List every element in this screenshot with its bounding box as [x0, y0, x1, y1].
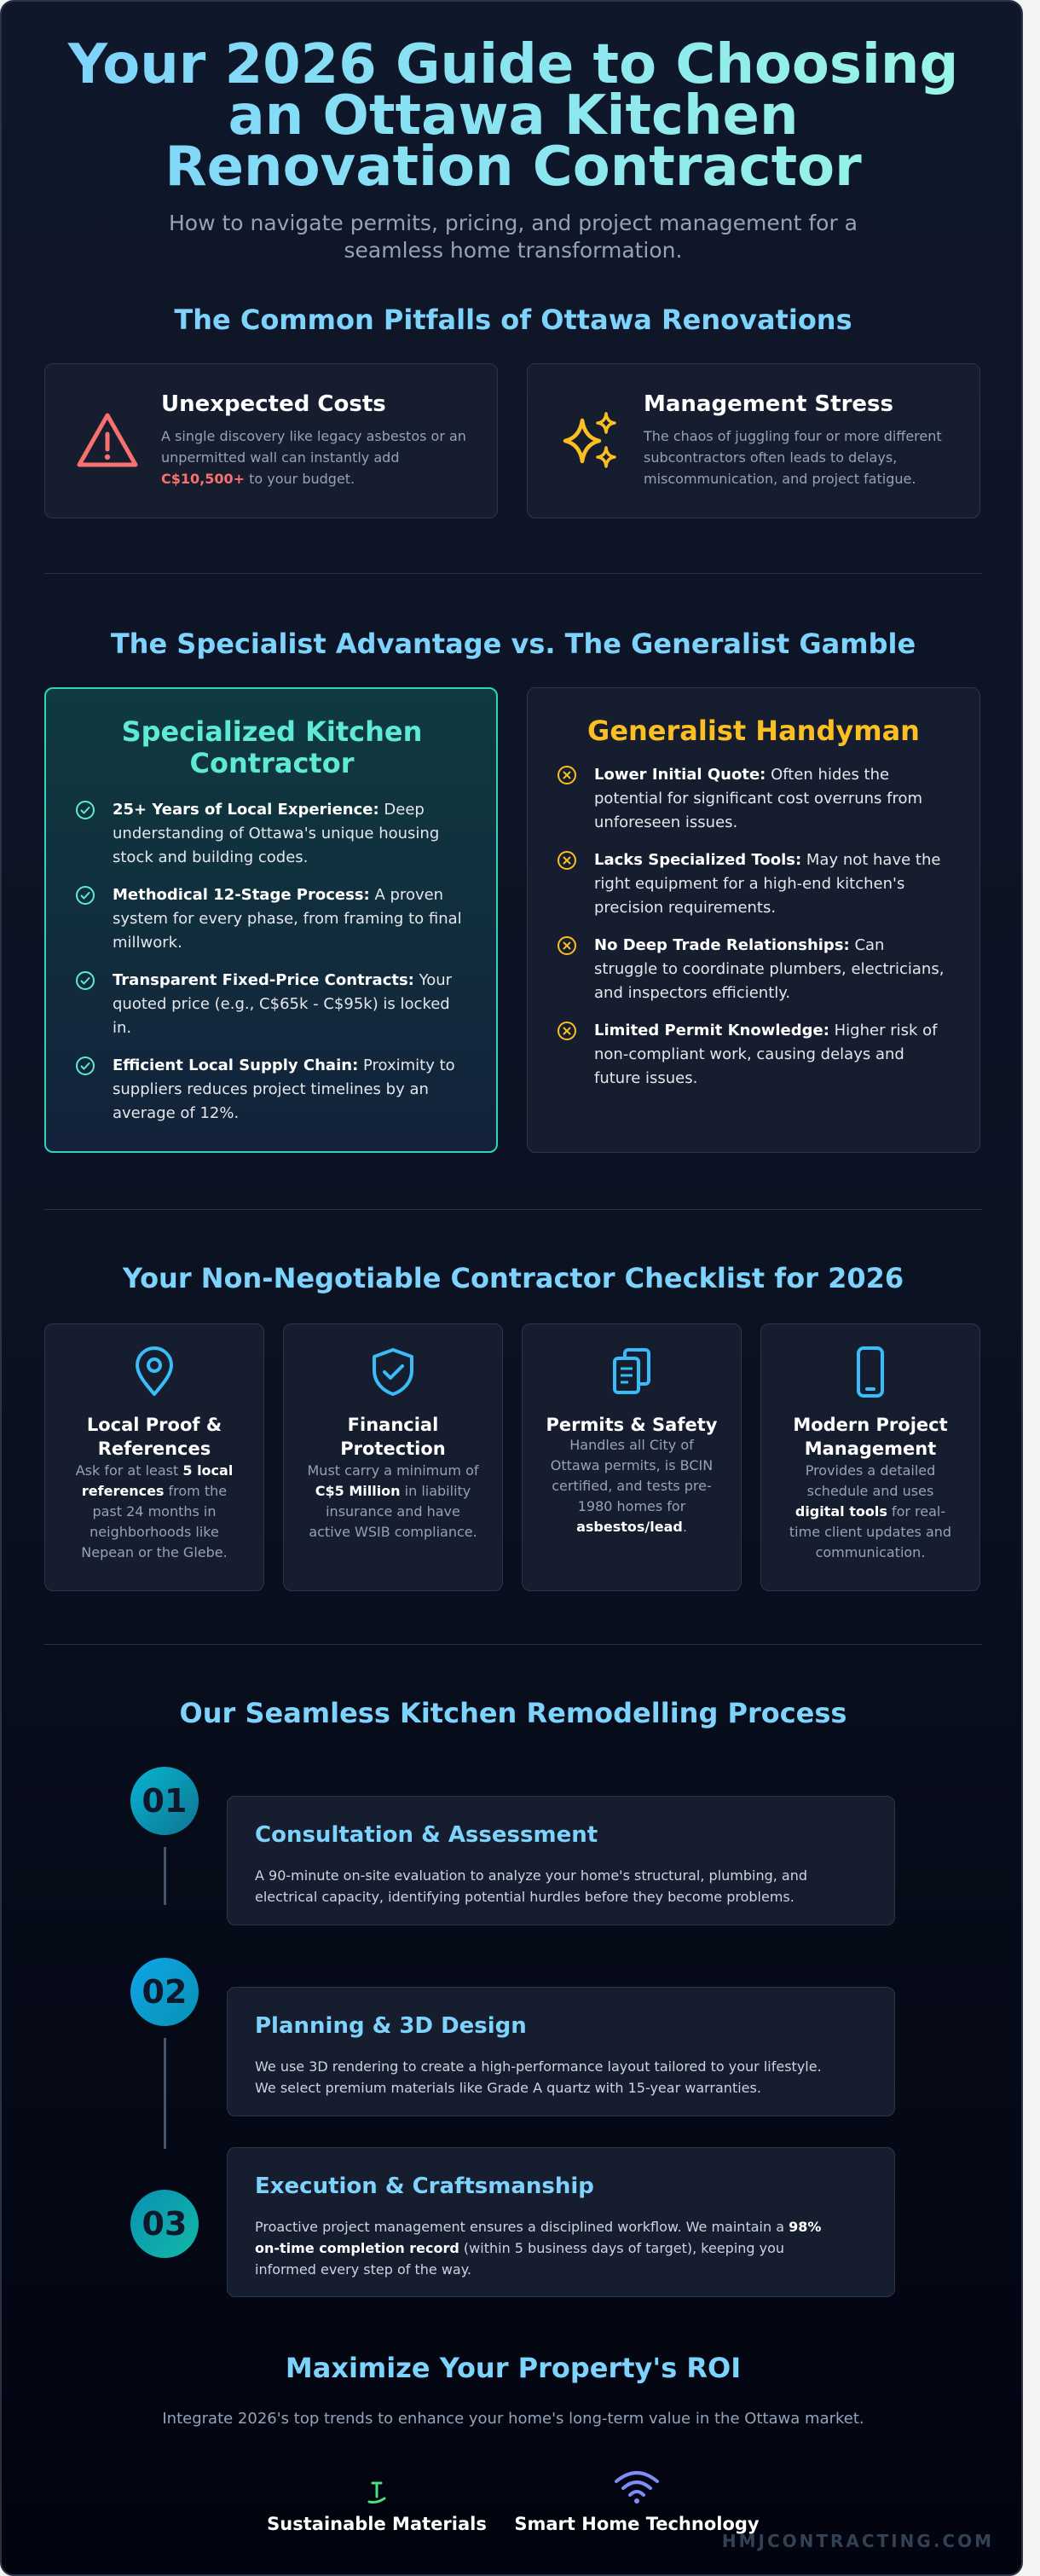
process-step-description: We use 3D rendering to create a high-performance layout tailored to your lifestyle. We select premium materials like Grade A quartz with 15-year warranties. — [255, 2058, 822, 2096]
shield-check-icon — [284, 1345, 502, 1399]
pitfalls-section-title: The Common Pitfalls of Ottawa Renovations — [174, 304, 852, 336]
process-step-description: Proactive project management ensures a disciplined workflow. We maintain a 98% on-time completion record (within 5 business days of target), keeping you informed every step of the way. — [255, 2219, 822, 2278]
process-step-title: Execution & Craftsmanship — [255, 2174, 594, 2199]
section-divider — [44, 1644, 982, 1645]
x-circle-icon — [557, 1021, 577, 1041]
pitfall-title: Unexpected Costs — [161, 391, 386, 417]
timeline-connector — [164, 1847, 166, 1905]
process-step-card — [227, 1796, 895, 1925]
roi-item-sustainable — [257, 2466, 496, 2534]
warning-triangle-icon — [74, 407, 141, 473]
roi-item-label: Smart Home Technology — [514, 2514, 760, 2534]
process-step-title: Planning & 3D Design — [255, 2013, 527, 2039]
map-pin-icon — [45, 1345, 263, 1399]
compare-section-title: The Specialist Advantage vs. The Generalist Gamble — [110, 628, 916, 660]
x-circle-icon — [557, 935, 577, 956]
specialist-title: Specialized Kitchen Contractor — [121, 715, 423, 779]
compare-item-text: Transparent Fixed-Price Contracts: Your quoted price (e.g., C$65k - C$95k) is locked in. — [113, 971, 453, 1037]
checklist-card-title: Local Proof & References — [86, 1415, 222, 1459]
compare-item-text: Methodical 12-Stage Process: A proven system for every phase, from framing to final millwork. — [113, 886, 462, 952]
roi-item-label: Sustainable Materials — [267, 2514, 487, 2534]
compare-item-text: 25+ Years of Local Experience: Deep understanding of Ottawa's unique housing stock and building codes. — [113, 801, 440, 866]
generalist-title: Generalist Handyman — [587, 715, 920, 747]
compare-item-text: Lower Initial Quote: Often hides the potential for significant cost overruns from unforeseen issues. — [594, 766, 923, 831]
checklist-card-description: Must carry a minimum of C$5 Million in liability insurance and have active WSIB compliance. — [307, 1462, 479, 1540]
clipboard-icon — [523, 1345, 741, 1399]
sparkles-icon — [557, 407, 623, 473]
leaf-icon — [364, 2480, 390, 2505]
checklist-card-title: Financial Protection — [340, 1415, 446, 1459]
wifi-icon — [613, 2469, 661, 2505]
roi-section-title: Maximize Your Property's ROI — [285, 2352, 742, 2384]
check-circle-icon — [75, 970, 95, 991]
process-step-card — [227, 1987, 895, 2116]
checklist-card-title: Permits & Safety — [546, 1415, 718, 1435]
checklist-card-title: Modern Project Management — [793, 1415, 948, 1459]
step-number-badge: 01 — [130, 1767, 199, 1835]
section-divider — [44, 573, 982, 574]
step-number-badge: 03 — [130, 2190, 199, 2258]
check-circle-icon — [75, 885, 95, 906]
checklist-card — [44, 1323, 264, 1591]
page-subtitle: How to navigate permits, pricing, and project management for a seamless home transformation. — [168, 211, 858, 263]
check-circle-icon — [75, 1056, 95, 1076]
process-step-card — [227, 2147, 895, 2297]
compare-item-text: No Deep Trade Relationships: Can struggle to coordinate plumbers, electricians, and inspectors efficiently. — [594, 936, 945, 1002]
checklist-card-description: Ask for at least 5 local references from the past 24 months in neighborhoods like Nepean or the Glebe. — [75, 1462, 234, 1560]
x-circle-icon — [557, 765, 577, 785]
process-step-description: A 90-minute on-site evaluation to analyze your home's structural, plumbing, and electrical capacity, identifying potential hurdles before they become problems. — [255, 1867, 808, 1905]
generalist-card — [527, 687, 980, 1153]
process-section-title: Our Seamless Kitchen Remodelling Process — [179, 1697, 847, 1729]
pitfall-description: The chaos of juggling four or more different subcontractors often leads to delays, miscommunication, and project fatigue. — [644, 428, 942, 487]
checklist-card — [283, 1323, 503, 1591]
compare-item-text: Efficient Local Supply Chain: Proximity to suppliers reduces project timelines by an average of 12%. — [113, 1056, 455, 1122]
pitfall-title: Management Stress — [644, 391, 893, 417]
checklist-section-title: Your Non-Negotiable Contractor Checklist for 2026 — [122, 1262, 904, 1294]
roi-item-smart-home — [513, 2466, 760, 2534]
compare-item-text: Limited Permit Knowledge: Higher risk of non-compliant work, causing delays and future issues. — [594, 1022, 938, 1087]
check-circle-icon — [75, 800, 95, 820]
section-divider — [44, 1209, 982, 1210]
step-number-badge: 02 — [130, 1958, 199, 2026]
pitfall-description: A single discovery like legacy asbestos or an unpermitted wall can instantly add C$10,500+ to your budget. — [161, 428, 466, 487]
checklist-card — [522, 1323, 742, 1591]
checklist-card — [760, 1323, 980, 1591]
checklist-card-description: Handles all City of Ottawa permits, is BCIN certified, and tests pre-1980 homes for asbestos/lead. — [550, 1437, 714, 1535]
brand-watermark: HMJCONTRACTING.COM — [721, 2531, 994, 2551]
roi-subtitle: Integrate 2026's top trends to enhance your home's long-term value in the Ottawa market. — [162, 2410, 864, 2428]
process-step-title: Consultation & Assessment — [255, 1822, 598, 1848]
page-title: Your 2026 Guide to Choosing an Ottawa Kitchen Renovation Contractor — [53, 39, 974, 193]
specialist-card — [44, 687, 498, 1153]
timeline-connector — [164, 2038, 166, 2149]
checklist-card-description: Provides a detailed schedule and uses digital tools for real-time client updates and communication. — [789, 1462, 952, 1560]
compare-item-text: Lacks Specialized Tools: May not have the right equipment for a high-end kitchen's precision requirements. — [594, 851, 941, 917]
pitfall-card-stress — [527, 363, 980, 518]
x-circle-icon — [557, 850, 577, 871]
cost-highlight: C$10,500+ — [161, 471, 246, 487]
smartphone-icon — [761, 1345, 979, 1399]
pitfall-card-costs — [44, 363, 498, 518]
